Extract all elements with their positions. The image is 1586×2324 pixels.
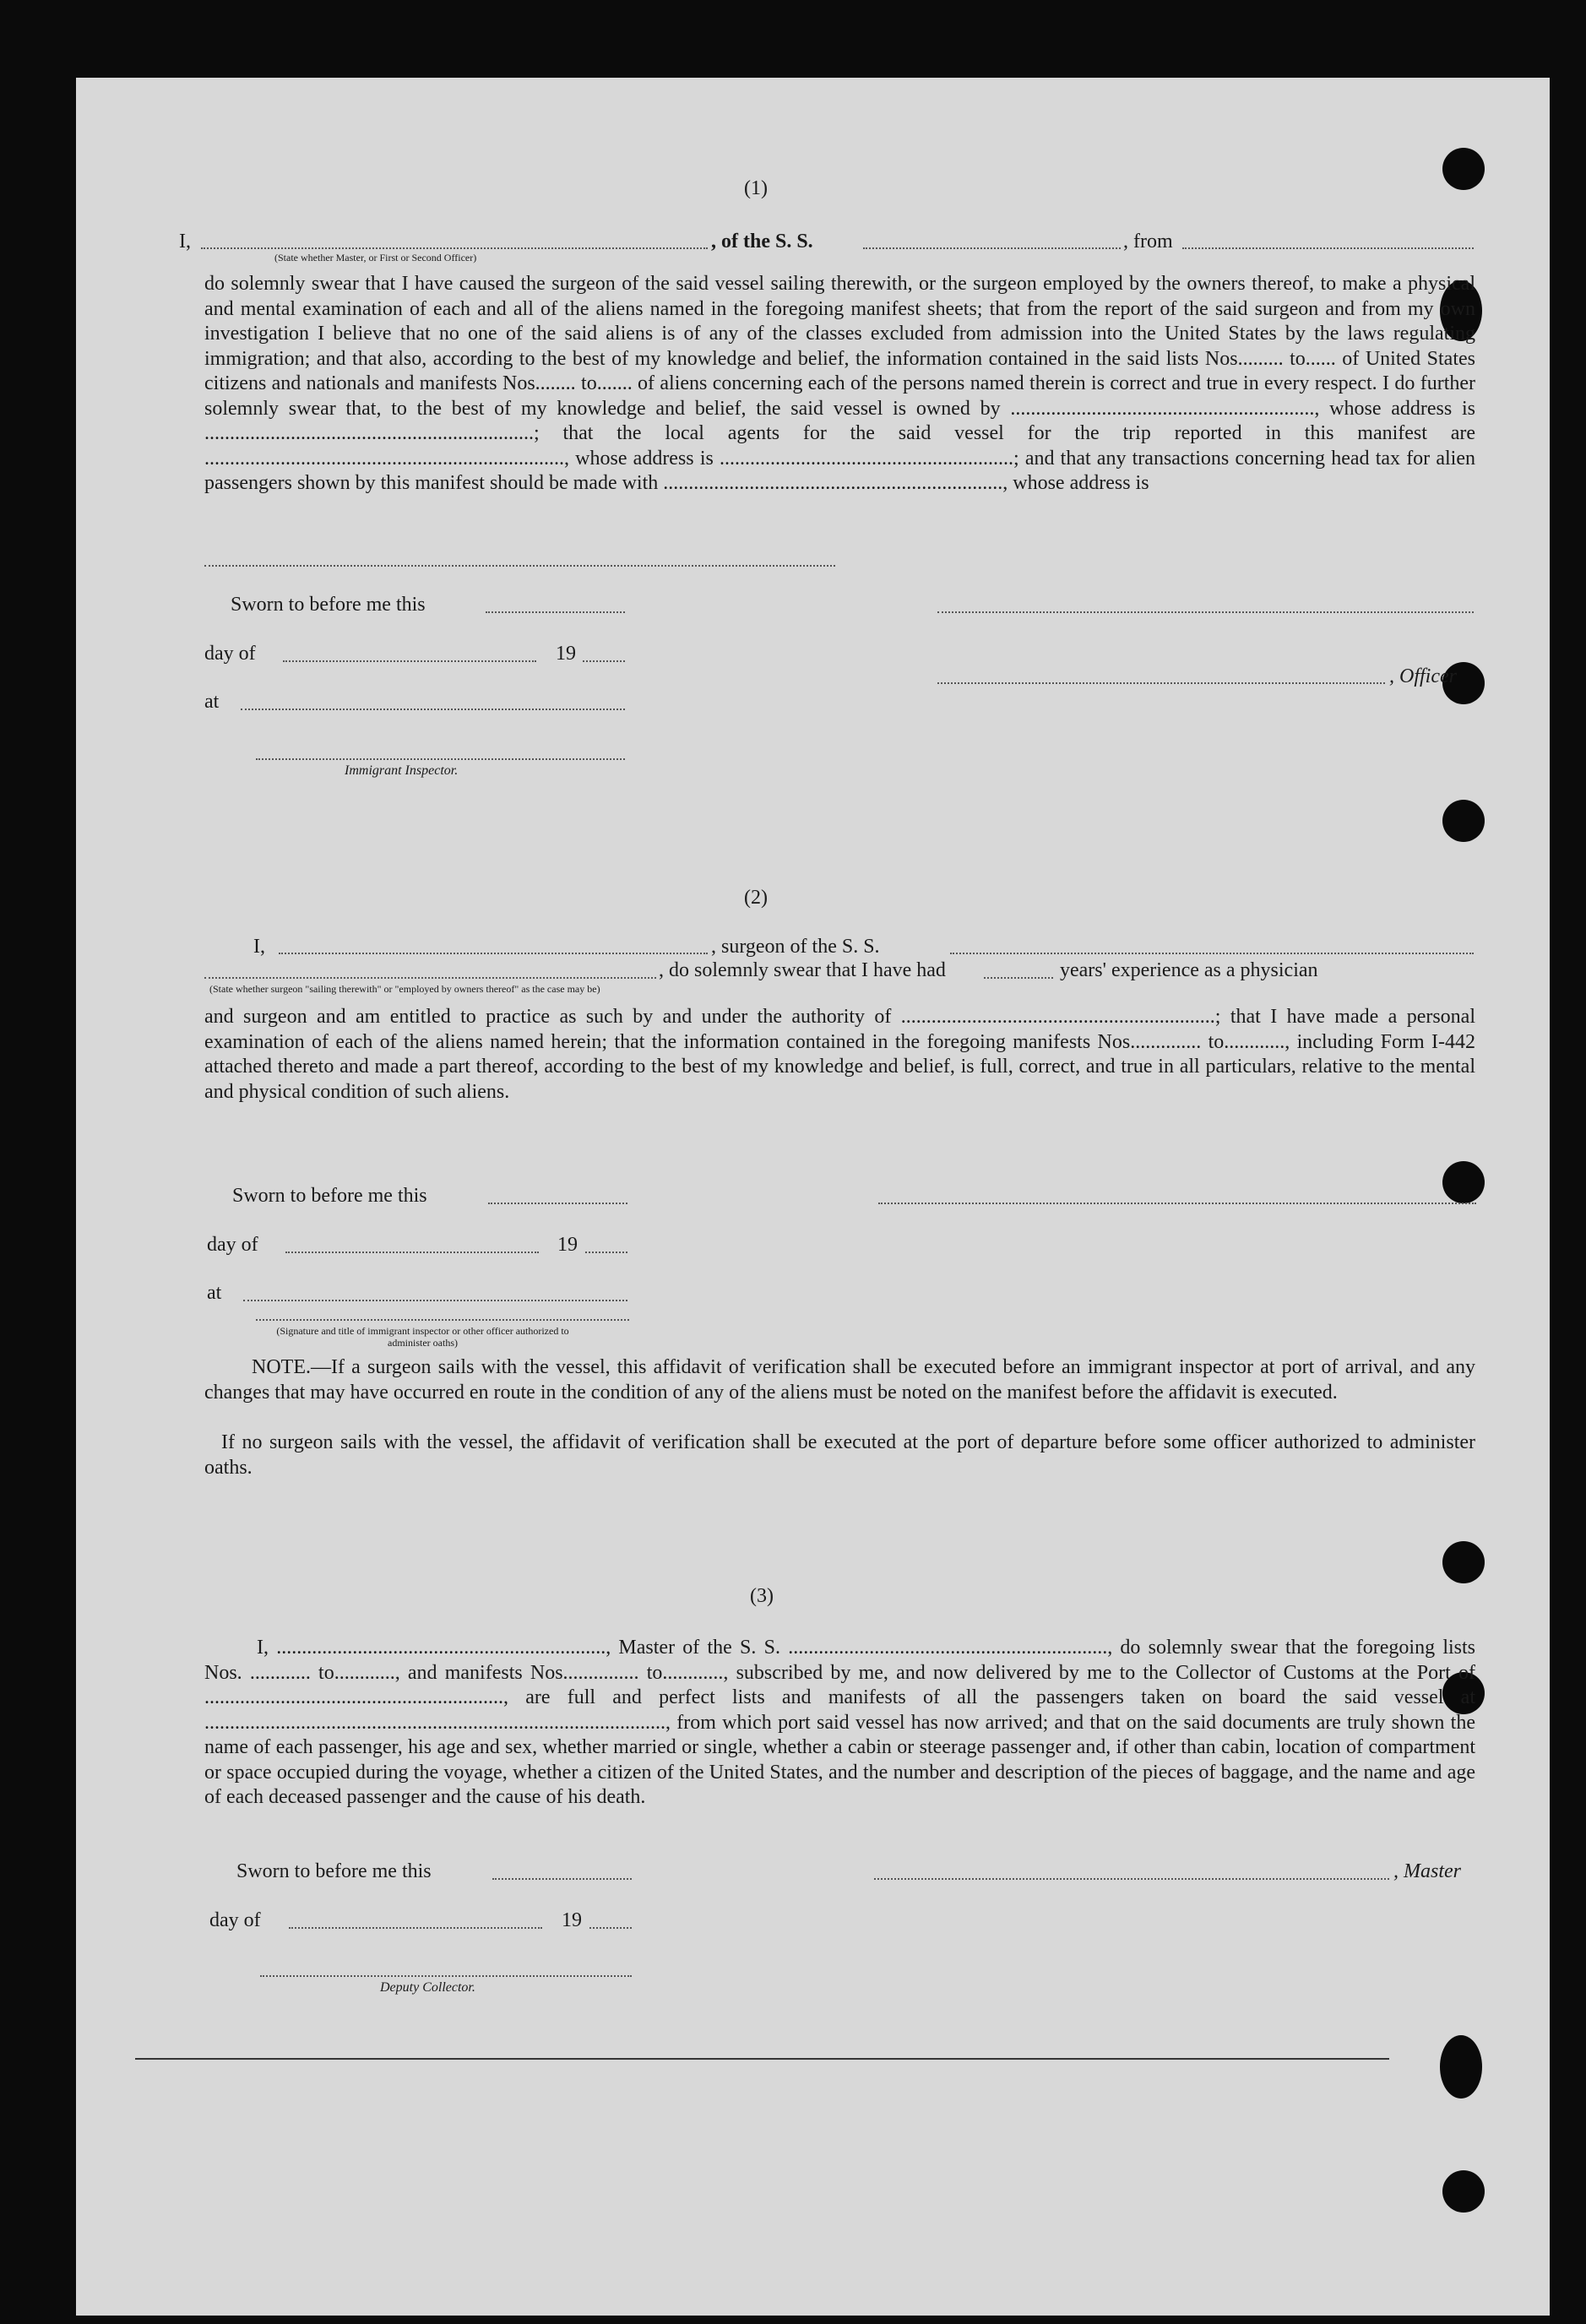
section-2-sworn-label: Sworn to before me this [232, 1185, 427, 1207]
master-label: , Master [1393, 1860, 1461, 1882]
section-1-sworn-label: Sworn to before me this [231, 594, 426, 616]
officer-label: , Officer [1389, 665, 1457, 687]
manifest-affidavit-page [76, 78, 1550, 2316]
punch-hole-5 [1442, 1161, 1485, 1203]
section-2-day-label: day of [207, 1234, 258, 1256]
years-experience-blank [984, 977, 1053, 979]
section-2-number: (2) [744, 887, 768, 909]
punch-hole-9 [1442, 2170, 1485, 2213]
section-2-opening-mid: , surgeon of the S. S. [711, 936, 880, 958]
section-3-day-blank [289, 1927, 542, 1929]
section-2-day-blank [285, 1252, 539, 1253]
master-signature-blank [874, 1878, 1389, 1880]
section-1-year-blank [583, 660, 625, 662]
section-2-line2: , do solemnly swear that I have had [659, 959, 946, 981]
punch-hole-1 [1442, 148, 1485, 190]
section-2-note-1: NOTE.—If a surgeon sails with the vessel, this affidavit of verification shall be executed before an immigrant inspector at port of arrival, and any changes that may have occurred en route in the condition of any of the aliens must be noted on the manifest before the affidavit is executed. [204, 1356, 1475, 1404]
section-3-number: (3) [750, 1585, 774, 1607]
section-3-day-label: day of [209, 1909, 261, 1931]
address-continuation-blank [204, 565, 835, 567]
port-from-blank [1182, 247, 1474, 249]
section-1-day-blank [283, 660, 536, 662]
officer-signature-blank [937, 682, 1385, 684]
master-name-blank [201, 247, 708, 249]
punch-hole-6 [1442, 1541, 1485, 1583]
section-2-signature-blank [878, 1203, 1476, 1204]
section-2-at-blank [243, 1300, 627, 1301]
section-3-body: I, ................................................................., Master of the S. S. ..............................................................., do solemnly swear that the foregoing lists Nos. ............ to............, and manifests Nos............... to............, subscribed by me, and now delivered by me to the Collector of Customs at the Port of ..........................................................., are full and perfect lists and manifests of all the passengers taken on board the said vessel at ..........................................................................................., from which port said vessel has now arrived; and that on the said documents are truly shown the name of each passenger, his age and sex, whether married or single, whether a cabin or steerage passenger and, if other than cabin, location of compartment or space occupied during the voyage, whether a citizen of the United States, and the number and description of the pieces of baggage, and the name and age of each deceased passenger and the cause of his death. [204, 1637, 1475, 1808]
inspector-signature-line [256, 758, 625, 760]
surgeon-caption: (State whether surgeon "sailing therewith" or "employed by owners thereof" as the case may be) [209, 983, 600, 995]
section-2-opening-prefix: I, [253, 936, 265, 958]
collector-label: Deputy Collector. [380, 1980, 475, 1995]
section-2-officer-signature-line [256, 1319, 629, 1321]
section-3-sworn-blank [492, 1878, 632, 1880]
section-3-sworn-label: Sworn to before me this [236, 1860, 432, 1882]
punch-hole-8 [1440, 2035, 1482, 2099]
section-2-at-label: at [207, 1282, 222, 1304]
signature-caption: (Signature and title of immigrant inspector or other officer authorized to administer oaths) [276, 1325, 569, 1349]
section-1-from: , from [1123, 231, 1173, 252]
section-1-at-blank [241, 709, 625, 710]
section-1-opening-mid: , of the S. S. [711, 231, 813, 252]
section-2-vessel-blank [950, 953, 1474, 954]
section-1-at-label: at [204, 691, 220, 713]
inspector-label: Immigrant Inspector. [345, 763, 459, 778]
section-2-year-blank [585, 1252, 627, 1253]
section-3-year-prefix: 19 [562, 1909, 582, 1931]
collector-signature-line [260, 1975, 632, 1977]
section-1-signature-blank [937, 611, 1474, 613]
section-1-body: do solemnly swear that I have caused the surgeon of the said vessel sailing therewith, or the surgeon employed by the owners thereof, to make a physical and mental examination of each and all of the aliens named in the foregoing manifest sheets; that from the report of the said surgeon and from my own investigation I believe that no one of the said aliens is of any of the classes excluded from admission into the United States by the laws regulating immigration; and that also, according to the best of my knowledge and belief, the information contained in the said lists Nos......... to...... of United States citizens and nationals and manifests Nos........ to....... of aliens concerning each of the persons named therein is correct and true in every respect. I do further solemnly swear that, to the best of my knowledge and belief, the said vessel is owned by ............................................................, whose address is .................................................................; that the local agents for the said vessel for the trip reported in this manifest are ......................................................................., whose address is ..........................................................; and that any transactions concerning head tax for alien passengers shown by this manifest should be made with ..................................................................., whose address is [204, 273, 1475, 494]
section-1-opening-prefix: I, [179, 231, 191, 252]
section-1-year-prefix: 19 [556, 643, 576, 665]
section-2-sworn-blank [488, 1203, 627, 1204]
section-3-year-blank [589, 1927, 632, 1929]
section-1-day-label: day of [204, 643, 256, 665]
section-2-year-prefix: 19 [557, 1234, 578, 1256]
section-1-sworn-blank [486, 611, 625, 613]
surgeon-status-blank [204, 977, 656, 979]
vessel-name-blank [863, 247, 1121, 249]
officer-caption: (State whether Master, or First or Second Officer) [274, 252, 477, 263]
punch-hole-4 [1442, 800, 1485, 842]
section-2-note-2: If no surgeon sails with the vessel, the affidavit of verification shall be executed at the port of departure before some officer authorized to administer oaths. [204, 1431, 1475, 1479]
surgeon-name-blank [279, 953, 708, 954]
section-2-body: and surgeon and am entitled to practice as such by and under the authority of ..............................................................; that I have made a personal examination of each of the aliens named herein; that the information contained in the foregoing manifests Nos.............. to............, including Form I-442 attached thereto and made a part thereof, according to the best of my knowledge and belief, is full, correct, and true in all particulars, relative to the mental and physical condition of such aliens. [204, 1006, 1475, 1103]
bottom-rule [135, 2058, 1389, 2060]
section-2-line2-tail: years' experience as a physician [1060, 959, 1318, 981]
section-1-number: (1) [744, 177, 768, 199]
